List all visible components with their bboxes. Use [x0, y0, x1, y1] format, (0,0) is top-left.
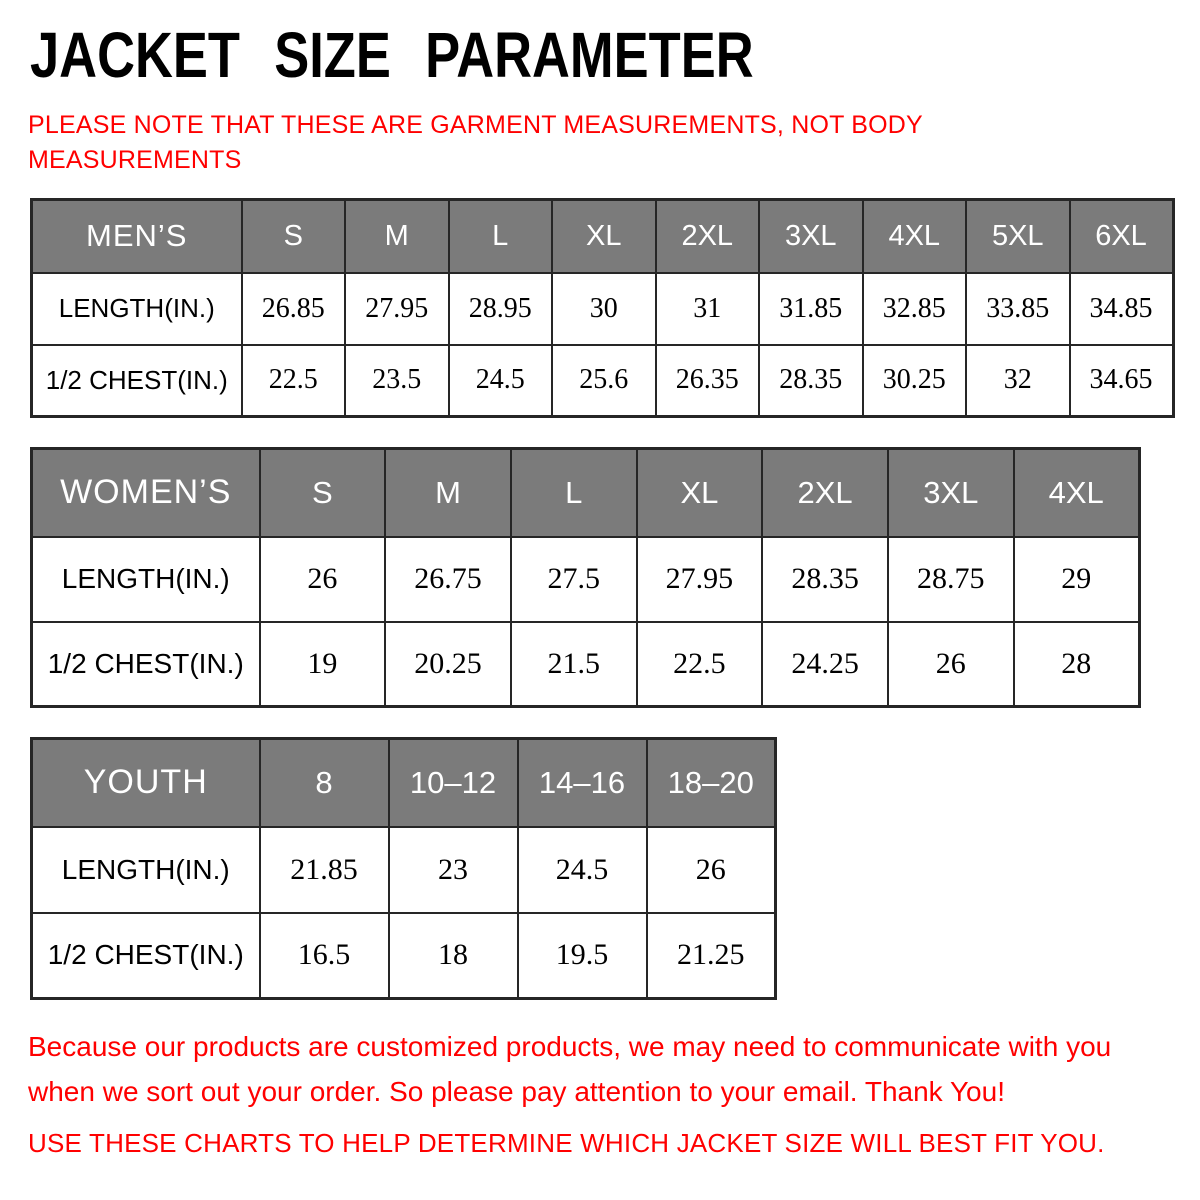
measurement-label: 1/2 CHEST(IN.)	[32, 345, 242, 417]
size-column-header: M	[385, 449, 511, 537]
measurement-value: 31	[656, 273, 760, 345]
measurement-row	[32, 827, 776, 913]
size-column-header: 6XL	[1070, 200, 1174, 273]
chart-usage-instruction: USE THESE CHARTS TO HELP DETERMINE WHICH JACKET SIZE WILL BEST FIT YOU.	[28, 1128, 1105, 1158]
measurement-label: LENGTH(IN.)	[32, 537, 260, 622]
measurement-value: 21.85	[260, 827, 389, 913]
measurement-label: 1/2 CHEST(IN.)	[32, 913, 260, 999]
measurement-value: 28	[1014, 622, 1140, 707]
customization-note: Because our products are customized products, we may need to communicate with you when we sort out your order. So please pay attention to your email. Thank You!	[28, 1031, 1112, 1107]
measurement-value: 29	[1014, 537, 1140, 622]
measurement-value: 19	[260, 622, 386, 707]
size-column-header: XL	[552, 200, 656, 273]
measurement-value: 21.25	[647, 913, 776, 999]
measurement-value: 30.25	[863, 345, 967, 417]
size-column-header: L	[449, 200, 553, 273]
measurement-row	[32, 913, 776, 999]
measurement-value: 22.5	[637, 622, 763, 707]
measurement-value: 28.35	[759, 345, 863, 417]
measurement-label: LENGTH(IN.)	[32, 827, 260, 913]
womens-size-table	[30, 447, 1141, 708]
measurement-value: 16.5	[260, 913, 389, 999]
size-column-header: 5XL	[966, 200, 1070, 273]
measurement-value: 31.85	[759, 273, 863, 345]
size-column-header: S	[260, 449, 386, 537]
measurement-value: 34.65	[1070, 345, 1174, 417]
measurement-value: 26	[888, 622, 1014, 707]
measurement-row	[32, 622, 1140, 707]
measurement-label: 1/2 CHEST(IN.)	[32, 622, 260, 707]
size-column-header: L	[511, 449, 637, 537]
measurement-value: 26.35	[656, 345, 760, 417]
size-column-header: 3XL	[759, 200, 863, 273]
measurement-value: 26	[260, 537, 386, 622]
mens-size-table	[30, 198, 1175, 418]
measurement-label: LENGTH(IN.)	[32, 273, 242, 345]
measurement-value: 24.25	[762, 622, 888, 707]
measurement-value: 26	[647, 827, 776, 913]
table-name-header: WOMEN’S	[32, 449, 260, 537]
table-name-header: YOUTH	[32, 739, 260, 827]
size-column-header: 4XL	[1014, 449, 1140, 537]
measurement-value: 23	[389, 827, 518, 913]
table-header-row	[32, 739, 776, 827]
size-column-header: S	[242, 200, 346, 273]
table-header-row	[32, 449, 1140, 537]
measurement-value: 21.5	[511, 622, 637, 707]
measurement-value: 30	[552, 273, 656, 345]
measurement-value: 19.5	[518, 913, 647, 999]
measurement-row	[32, 273, 1174, 345]
youth-size-table	[30, 737, 777, 1000]
size-column-header: M	[345, 200, 449, 273]
size-column-header: 8	[260, 739, 389, 827]
measurement-value: 24.5	[449, 345, 553, 417]
measurement-value: 27.5	[511, 537, 637, 622]
measurement-value: 26.85	[242, 273, 346, 345]
measurement-value: 23.5	[345, 345, 449, 417]
measurement-value: 28.35	[762, 537, 888, 622]
measurement-value: 20.25	[385, 622, 511, 707]
measurement-value: 28.75	[888, 537, 1014, 622]
size-column-header: 2XL	[656, 200, 760, 273]
size-column-header: XL	[637, 449, 763, 537]
size-column-header: 3XL	[888, 449, 1014, 537]
measurement-value: 22.5	[242, 345, 346, 417]
measurement-value: 18	[389, 913, 518, 999]
garment-measurement-note: PLEASE NOTE THAT THESE ARE GARMENT MEASUREMENTS, NOT BODY MEASUREMENTS	[28, 111, 923, 174]
size-column-header: 10–12	[389, 739, 518, 827]
measurement-value: 28.95	[449, 273, 553, 345]
size-column-header: 2XL	[762, 449, 888, 537]
measurement-value: 32.85	[863, 273, 967, 345]
measurement-row	[32, 537, 1140, 622]
table-header-row	[32, 200, 1174, 273]
size-column-header: 4XL	[863, 200, 967, 273]
measurement-value: 27.95	[637, 537, 763, 622]
measurement-value: 25.6	[552, 345, 656, 417]
measurement-row	[32, 345, 1174, 417]
measurement-value: 34.85	[1070, 273, 1174, 345]
measurement-value: 26.75	[385, 537, 511, 622]
measurement-value: 24.5	[518, 827, 647, 913]
table-name-header: MEN’S	[32, 200, 242, 273]
measurement-value: 33.85	[966, 273, 1070, 345]
page-title: JACKET SIZE PARAMETER	[30, 19, 754, 91]
measurement-value: 27.95	[345, 273, 449, 345]
size-column-header: 14–16	[518, 739, 647, 827]
size-column-header: 18–20	[647, 739, 776, 827]
measurement-value: 32	[966, 345, 1070, 417]
